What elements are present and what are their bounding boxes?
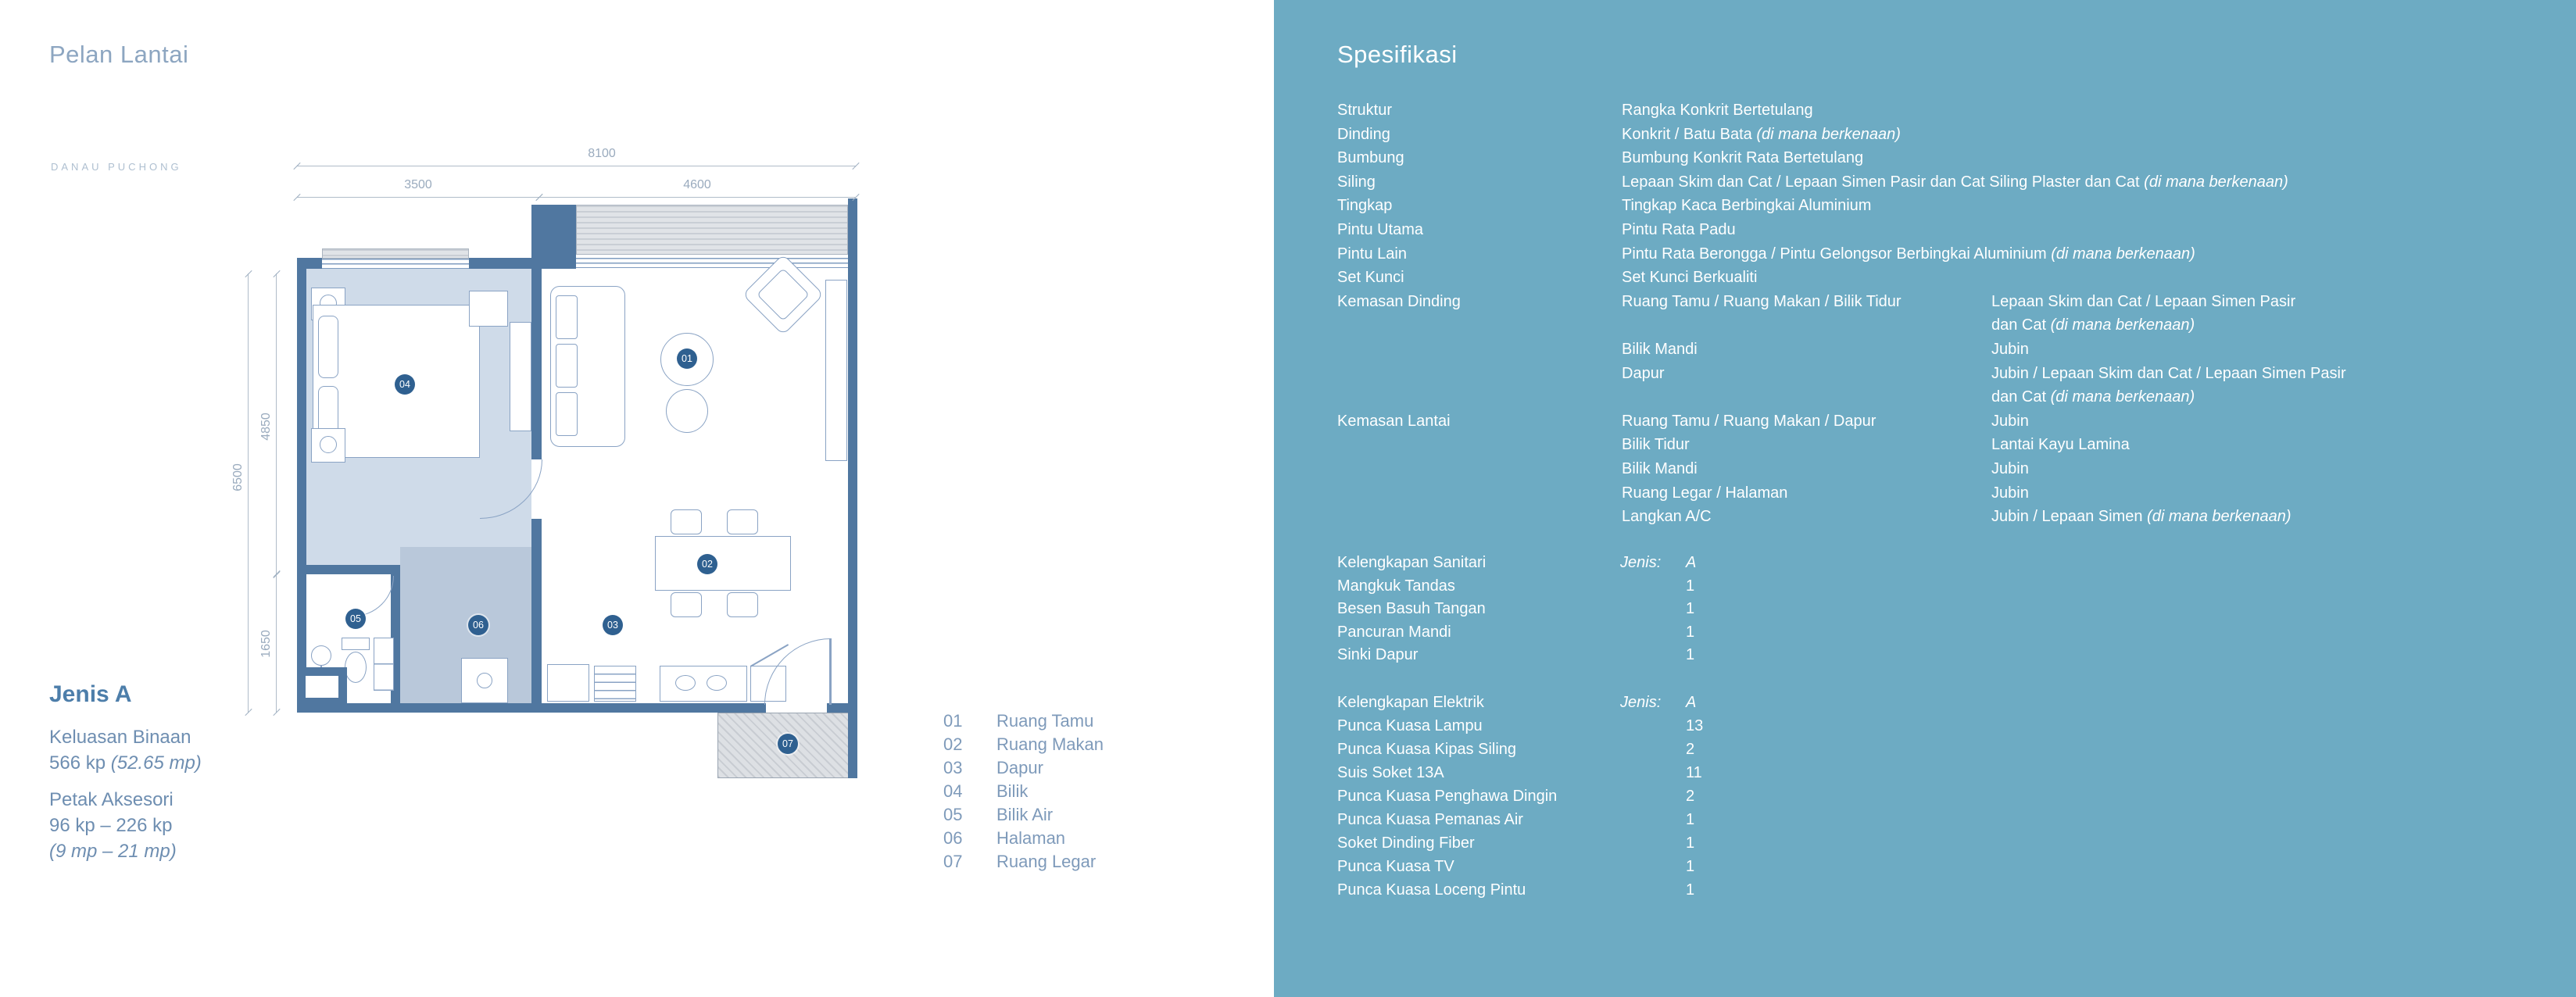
finish-section-label: Kemasan Dinding — [1337, 292, 1461, 310]
legend-name: Halaman — [996, 828, 1066, 848]
sanitary-item: Mangkuk Tandas — [1337, 577, 1455, 595]
spec-value-text: Pintu Rata Berongga / Pintu Gelongsor Berbingkai Aluminium — [1622, 245, 2052, 263]
finish-room: Bilik Mandi — [1622, 459, 1698, 477]
sofa-cushion — [556, 392, 578, 436]
finish-value — [1991, 433, 2130, 457]
dining-chair — [671, 592, 702, 617]
wall-bath-top — [297, 565, 400, 574]
electrical-qty: 1 — [1686, 858, 1695, 875]
dining-chair — [727, 509, 758, 534]
sanitary-qty: 1 — [1686, 577, 1695, 595]
bedroom-window-sill-hatch — [322, 248, 469, 259]
legend-name: Bilik Air — [996, 805, 1054, 824]
dining-chair — [671, 509, 702, 534]
spec-label: Bumbung — [1337, 149, 1404, 167]
electrical-qty: 2 — [1686, 788, 1695, 805]
sanitary-item: Sinki Dapur — [1337, 646, 1419, 664]
finish-value — [1991, 505, 2292, 529]
sofa-cushion — [556, 295, 578, 339]
toilet-tank — [342, 638, 370, 650]
dim-label-side-lower: 1650 — [259, 630, 273, 658]
wall-right — [848, 198, 857, 778]
finish-value-text: dan Cat — [1991, 316, 2051, 334]
finish-value-italic: (di mana berkenaan) — [2050, 316, 2195, 334]
toilet-bowl — [345, 652, 367, 683]
sanitary-item: Besen Basuh Tangan — [1337, 600, 1486, 618]
sanitary-qty: 1 — [1686, 600, 1695, 618]
electrical-qty: 1 — [1686, 811, 1695, 828]
finish-value-text: Jubin — [1991, 459, 2029, 477]
finish-value — [1991, 457, 2029, 481]
sanitary-qty: 1 — [1686, 646, 1695, 664]
sanitary-title: Kelengkapan Sanitari — [1337, 554, 1487, 571]
electrical-qty: 11 — [1686, 764, 1702, 781]
spec-value — [1622, 266, 1757, 290]
dim-line-side-total — [248, 273, 249, 713]
finish-value-text: Lantai Kayu Lamina — [1991, 436, 2130, 454]
electrical-qty: 1 — [1686, 834, 1695, 852]
watermark-danau-puchong: DANAU PUCHONG — [51, 161, 182, 173]
electrical-item: Soket Dinding Fiber — [1337, 834, 1475, 852]
legend-name: Bilik — [996, 781, 1029, 801]
dining-table — [655, 536, 791, 591]
spec-value-text: Pintu Rata Padu — [1622, 220, 1736, 238]
electrical-title: Kelengkapan Elektrik — [1337, 694, 1484, 711]
spec-label: Pintu Lain — [1337, 245, 1407, 263]
wall-interior-bedroom — [531, 258, 542, 459]
electrical-item: Punca Kuasa TV — [1337, 858, 1454, 875]
room-marker-01: 01 — [677, 348, 697, 369]
pouf — [666, 389, 708, 433]
finish-value-text: Jubin — [1991, 340, 2029, 358]
electrical-qty: 13 — [1686, 717, 1704, 734]
specification-panel — [1274, 0, 2576, 997]
finish-room: Ruang Legar / Halaman — [1622, 484, 1788, 502]
tv-console — [825, 280, 847, 461]
dim-label-side-upper: 4850 — [259, 413, 273, 441]
finish-value — [1991, 338, 2029, 362]
dim-label-top-total: 8100 — [588, 147, 616, 160]
dim-line-side-lower — [276, 574, 277, 713]
finish-value — [1991, 290, 2295, 314]
finish-value-italic: (di mana berkenaan) — [2050, 388, 2195, 406]
bed-pillow — [318, 316, 338, 378]
unit-type-title: Jenis A — [49, 681, 132, 707]
legend-num: 07 — [943, 852, 963, 871]
built-up-value-text: 566 kp — [49, 752, 111, 774]
dim-line-top-right — [539, 197, 856, 198]
entry-door-leaf — [829, 638, 832, 705]
sanitary-item: Pancuran Mandi — [1337, 623, 1451, 641]
finish-value — [1991, 313, 2195, 338]
spec-value — [1622, 242, 2195, 266]
finish-value-text: Jubin / Lepaan Simen — [1991, 508, 2148, 526]
spec-label: Siling — [1337, 173, 1376, 191]
spec-value-text: Tingkap Kaca Berbingkai Aluminium — [1622, 197, 1872, 215]
fridge — [547, 664, 589, 702]
jenis-type: A — [1686, 554, 1697, 571]
finish-room: Bilik Tidur — [1622, 436, 1690, 454]
spec-value — [1622, 194, 1871, 218]
spec-label: Struktur — [1337, 102, 1393, 119]
dim-line-side-upper — [276, 273, 277, 574]
electrical-item: Punca Kuasa Pemanas Air — [1337, 811, 1523, 828]
legend-name: Ruang Legar — [996, 852, 1097, 871]
living-window — [576, 258, 848, 268]
built-up-value-metric: (52.65 mp) — [110, 752, 202, 774]
bedroom-door-arc — [480, 459, 542, 519]
legend-name: Ruang Tamu — [996, 711, 1094, 731]
room-marker-02: 02 — [697, 554, 717, 574]
accessory-value-metric: (9 mp – 21 mp) — [49, 841, 177, 862]
finish-value-text: Jubin — [1991, 484, 2029, 502]
wall-yard-right — [531, 519, 542, 713]
finish-room: Ruang Tamu / Ruang Makan / Dapur — [1622, 412, 1877, 430]
built-up-label: Keluasan Binaan — [49, 727, 191, 748]
page-title: Pelan Lantai — [49, 41, 189, 68]
electrical-item: Punca Kuasa Kipas Siling — [1337, 741, 1517, 758]
wall-left — [297, 258, 306, 713]
legend-num: 01 — [943, 711, 963, 731]
legend-name: Dapur — [996, 758, 1043, 777]
room-marker-04: 04 — [395, 374, 415, 395]
finish-value — [1991, 481, 2029, 506]
legend-num: 02 — [943, 734, 963, 754]
dim-label-top-left: 3500 — [404, 178, 432, 191]
finish-value — [1991, 409, 2029, 434]
room-marker-03: 03 — [603, 615, 623, 635]
room-marker-05: 05 — [345, 609, 366, 629]
spec-title: Spesifikasi — [1337, 41, 1458, 68]
washer-drum — [477, 673, 492, 688]
bath-cabinet — [374, 638, 394, 691]
spec-value — [1622, 146, 1863, 170]
legend-num: 03 — [943, 758, 963, 777]
spec-value — [1622, 218, 1736, 242]
finish-value — [1991, 362, 2346, 386]
spec-value-text: Set Kunci Berkualiti — [1622, 269, 1758, 287]
sink-basin — [707, 675, 727, 691]
spec-value-text: Konkrit / Batu Bata — [1622, 125, 1757, 143]
spec-value-text: Rangka Konkrit Bertetulang — [1622, 102, 1813, 119]
built-up-value — [49, 752, 202, 774]
finish-room: Bilik Mandi — [1622, 340, 1698, 358]
jenis-label: Jenis: — [1620, 554, 1662, 571]
spec-value-text: Bumbung Konkrit Rata Bertetulang — [1622, 149, 1864, 167]
electrical-item: Punca Kuasa Lampu — [1337, 717, 1483, 734]
finish-room: Dapur — [1622, 364, 1665, 382]
legend-name: Ruang Makan — [996, 734, 1104, 754]
jenis-label: Jenis: — [1620, 694, 1662, 711]
sink-basin — [675, 675, 696, 691]
wardrobe — [469, 291, 508, 327]
sanitary-qty: 1 — [1686, 623, 1695, 641]
dim-line-top-left — [297, 197, 539, 198]
wall-bottom — [297, 703, 766, 713]
spec-label: Dinding — [1337, 125, 1390, 143]
kitchen-cabinet — [594, 666, 636, 702]
finish-value-text: Jubin / Lepaan Skim dan Cat / Lepaan Simen Pasir — [1991, 364, 2346, 382]
kitchen-sink-unit — [660, 666, 747, 702]
legend-num: 06 — [943, 828, 963, 848]
sofa-cushion — [556, 344, 578, 388]
spec-value-italic: (di mana berkenaan) — [1756, 125, 1901, 143]
room-marker-07: 07 — [778, 734, 798, 754]
spec-value — [1622, 98, 1813, 123]
dresser — [510, 322, 531, 431]
finish-section-label: Kemasan Lantai — [1337, 412, 1451, 430]
spec-label: Pintu Utama — [1337, 220, 1424, 238]
ac-ledge-hatch — [576, 205, 848, 255]
bedroom-window — [322, 259, 469, 269]
legend-num: 04 — [943, 781, 963, 801]
spec-value-text: Lepaan Skim dan Cat / Lepaan Simen Pasir dan Cat Siling Plaster dan Cat — [1622, 173, 2145, 191]
electrical-item: Punca Kuasa Loceng Pintu — [1337, 881, 1526, 899]
bath-sink — [311, 645, 331, 666]
nightstand-lamp — [320, 436, 337, 453]
finish-room: Langkan A/C — [1622, 508, 1712, 526]
jenis-type: A — [1686, 694, 1697, 711]
entry-door-arc — [764, 638, 831, 705]
dining-chair — [727, 592, 758, 617]
spec-value — [1622, 123, 1901, 147]
electrical-item: Suis Soket 13A — [1337, 764, 1444, 781]
electrical-qty: 2 — [1686, 741, 1695, 758]
electrical-qty: 1 — [1686, 881, 1695, 899]
spec-value — [1622, 170, 2288, 195]
dim-label-top-right: 4600 — [683, 178, 711, 191]
finish-value-text: Jubin — [1991, 412, 2029, 430]
legend-num: 05 — [943, 805, 963, 824]
finish-value-text: Lepaan Skim dan Cat / Lepaan Simen Pasir — [1991, 292, 2296, 310]
finish-room: Ruang Tamu / Ruang Makan / Bilik Tidur — [1622, 292, 1902, 310]
spec-value-italic: (di mana berkenaan) — [2051, 245, 2195, 263]
dim-label-side-total: 6500 — [231, 463, 245, 491]
electrical-item: Punca Kuasa Penghawa Dingin — [1337, 788, 1558, 805]
finish-value-text: dan Cat — [1991, 388, 2051, 406]
spec-value-italic: (di mana berkenaan) — [2144, 173, 2288, 191]
spec-label: Set Kunci — [1337, 269, 1404, 287]
planter-ledge — [297, 667, 347, 706]
finish-value — [1991, 385, 2195, 409]
finish-value-italic: (di mana berkenaan) — [2147, 508, 2292, 526]
spec-label: Tingkap — [1337, 197, 1393, 215]
room-marker-06: 06 — [468, 615, 488, 635]
accessory-label: Petak Aksesori — [49, 789, 174, 810]
accessory-value: 96 kp – 226 kp — [49, 815, 173, 836]
